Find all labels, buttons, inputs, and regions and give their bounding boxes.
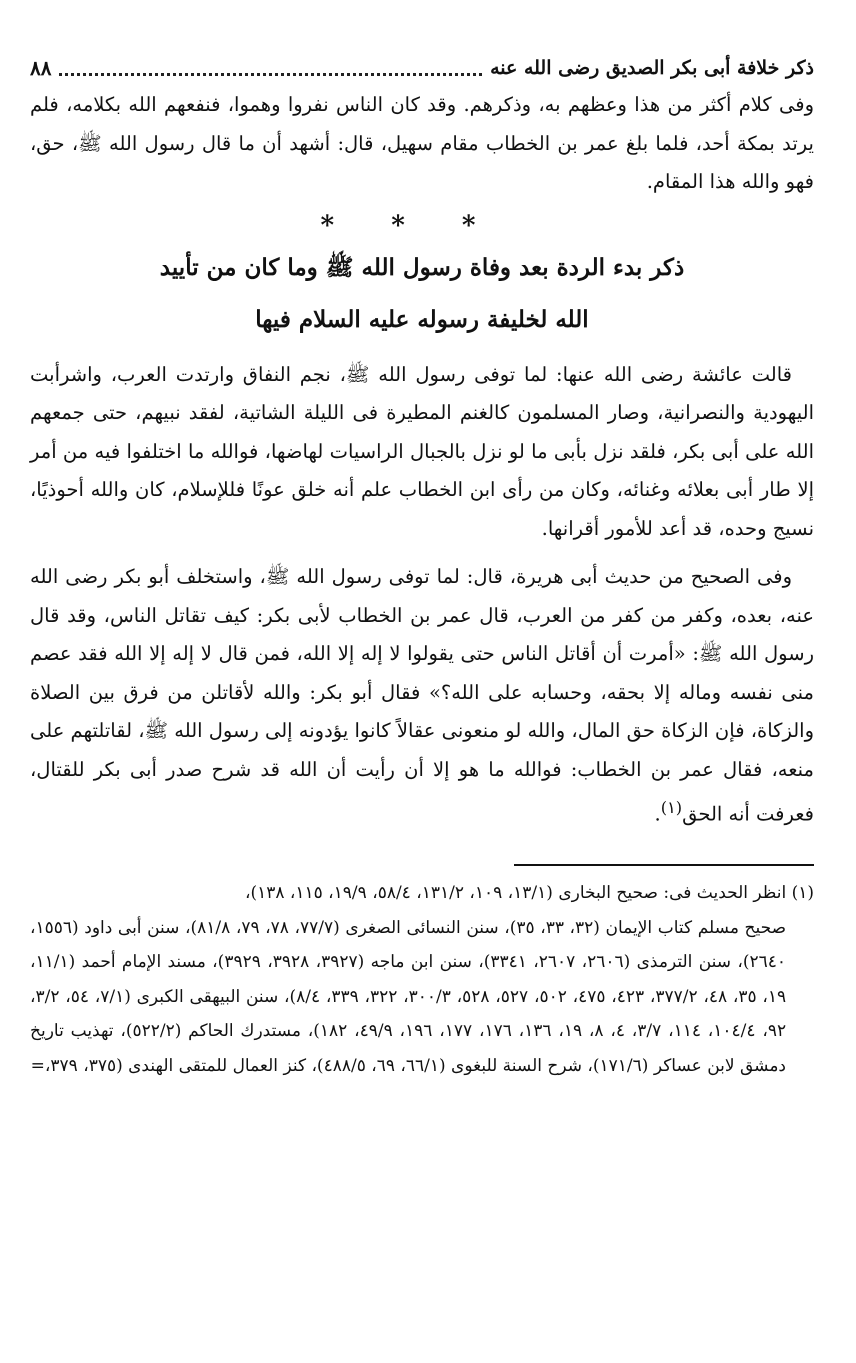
page-number: ٨٨: [30, 56, 52, 80]
paragraph-abu-hurayra-text: وفى الصحيح من حديث أبى هريرة، قال: لما توفى رسول الله ﷺ، واستخلف أبو بكر رضى الله عنه، بعده، وكفر من كفر من العرب، قال عمر بن الخطاب لأبى بكر: كيف تقاتل الناس، وقد قال رسول الله ﷺ: «أمرت أن أقاتل الناس حتى يقولوا لا إله إلا الله، فمن قال لا إله إلا الله فقد عصم منى نفسه وماله إلا بحقه، وحسابه على الله؟» فقال أبو بكر: والله لأقاتلن من فرق بين الصلاة والزكاة، فإن الزكاة حق المال، والله لو منعونى عقالاً كانوا يؤدونه إلى رسول الله ﷺ، لقاتلتهم على منعه، فقال عمر بن الخطاب: فوالله ما هو إلا أن رأيت أن الله قد شرح صدر أبى بكر للقتال، فعرفت أنه الحق: [30, 565, 814, 826]
footnote-line-1: (١) انظر الحديث فى: صحيح البخارى (١٣/١، ١٠٩، ١٣١/٢، ٥٨/٤، ١٩/٩، ١١٥، ١٣٨)،: [244, 883, 814, 903]
leader-dots: [59, 61, 482, 76]
paragraph-aisha: قالت عائشة رضى الله عنها: لما توفى رسول الله ﷺ، نجم النفاق وارتدت العرب، واشرأبت اليهودية والنصرانية، وصار المسلمون كالغنم المطيرة فى الليلة الشاتية، لفقد نبيهم، حتى جمعهم الله على أبى بكر، فلقد نزل بأبى ما لو نزل بالجبال الراسيات لهاضها، فوالله ما اختلفوا فيه من أمر إلا طار أبى بعلائه وغنائه، وكان من رأى ابن الخطاب علم أنه خلق عونًا فللإسلام، كان والله أحوذيًا، نسيج وحده، قد أعد للأمور أقرانها.: [30, 362, 814, 540]
footnote-reference[interactable]: (١): [660, 798, 683, 817]
section-separator: * * *: [320, 210, 500, 241]
chapter-title: ذكر خلافة أبى بكر الصديق رضى الله عنه: [490, 57, 814, 79]
book-page: [30, 50, 814, 1353]
paragraph-abu-hurayra: وفى الصحيح من حديث أبى هريرة، قال: لما توفى رسول الله ﷺ، واستخلف أبو بكر رضى الله عنه، بعده، وكفر من كفر من العرب، قال عمر بن الخطاب لأبى بكر: كيف تقاتل الناس، وقد قال رسول الله ﷺ: «أمرت أن أقاتل الناس حتى يقولوا لا إله إلا الله، فمن قال لا إله إلا الله فقد عصم منى نفسه وماله إلا بحقه، وحسابه على الله؟» فقال أبو بكر: والله لأقاتلن من فرق بين الصلاة والزكاة، فإن الزكاة حق المال، والله لو منعونى عقالاً كانوا يؤدونه إلى رسول الله ﷺ، لقاتلتهم على منعه، فقال عمر بن الخطاب: فوالله ما هو إلا أن رأيت أن الله قد شرح صدر أبى بكر للقتال، فعرفت أنه الحق$^{(١)}$.: [30, 565, 814, 826]
footnote-continued: صحيح مسلم كتاب الإيمان (٣٢، ٣٣، ٣٥)، سنن النسائى الصغرى (٧٧/٧، ٧٨، ٧٩، ٨١/٨)، سنن أبى داود (١٥٥٦، ٢٦٤٠)، سنن الترمذى (٢٦٠٦، ٢٦٠٧، ٣٣٤١)، سنن ابن ماجه (٣٩٢٧، ٣٩٢٨، ٣٩٢٩)، مسند الإمام أحمد (١١/١، ١٩، ٣٥، ٤٨، ٣٧٧/٢، ٤٢٣، ٤٧٥، ٥٠٢، ٥٢٧، ٥٢٨، ٣٠٠/٣، ٣٢٢، ٣٣٩، ٨/٤)، سنن البيهقى الكبرى (٧/١، ٥٤، ٣/٢، ٩٢، ١٠٤/٤، ١١٤، ٣/٧، ٤، ٨، ١٩، ١٣٦، ١٧٦، ١٧٧، ١٩٦، ٤٩/٩، ١٨٢)، مستدرك الحاكم (٥٢٢/٢)، تهذيب تاريخ دمشق لابن عساكر (١٧١/٦)، شرح السنة للبغوى (٦٦/١، ٦٩، ٤٨٨/٥)، كنز العمال للمتقى الهندى (٣٧٥، ٣٧٩،=: [30, 917, 787, 1076]
section-heading-line-2: الله لخليفة رسوله عليه السلام فيها: [255, 305, 589, 333]
footnote: [30, 876, 814, 1083]
running-header: [30, 50, 814, 86]
section-heading-line-1: ذكر بدء الردة بعد وفاة رسول الله ﷺ وما كان من تأييد: [159, 253, 685, 281]
footnote-rule: [514, 864, 814, 866]
paragraph-omar-speech: وفى كلام أكثر من هذا وعظهم به، وذكرهم. وقد كان الناس نفروا وهموا، فنفعهم الله بكلامه، فلم يرتد بمكة أحد، فلما بلغ عمر بن الخطاب مقام سهيل، قال: أشهد أن ما قال رسول الله ﷺ، حق، فهو والله هذا المقام.: [30, 93, 814, 193]
